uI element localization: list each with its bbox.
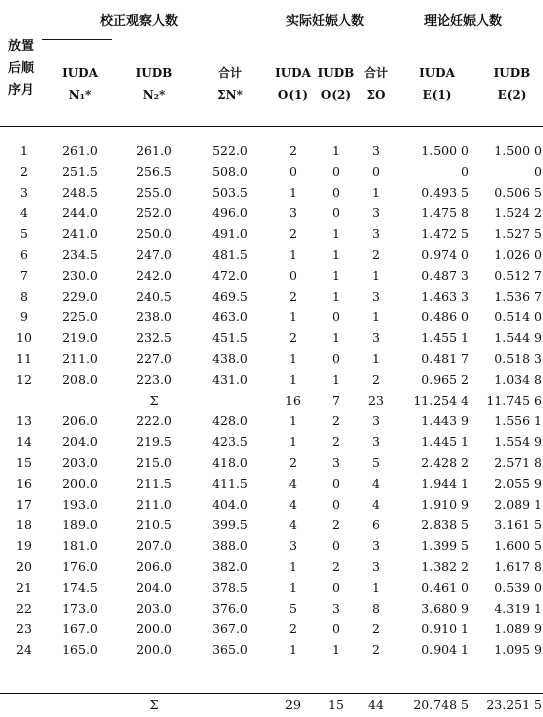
table-cell: 4 bbox=[20, 205, 28, 221]
table-cell: 176.0 bbox=[62, 559, 98, 574]
table-cell: 200.0 bbox=[136, 642, 172, 658]
table-cell: 22 bbox=[16, 600, 32, 616]
table-cell: 1 bbox=[289, 434, 297, 450]
table-cell: 206.0 bbox=[136, 559, 172, 574]
table-cell: 5 bbox=[372, 455, 380, 470]
column-header-line2: O(2) bbox=[320, 88, 352, 102]
table-cell: 1 bbox=[289, 351, 297, 366]
table-cell: 1.455 1 bbox=[421, 330, 469, 346]
table-cell: 0 bbox=[332, 351, 340, 366]
table-cell: 2.428 2 bbox=[421, 455, 469, 470]
table-cell: 4 bbox=[289, 496, 297, 512]
table-cell: 232.5 bbox=[136, 330, 172, 346]
table-cell: 17 bbox=[16, 496, 32, 512]
header-rule bbox=[42, 39, 112, 40]
table-cell: 10 bbox=[16, 330, 32, 346]
column-header-line2: N₁* bbox=[68, 88, 92, 102]
table-cell: 1 bbox=[289, 184, 297, 200]
table-cell: 256.5 bbox=[136, 163, 172, 179]
table-cell: 1.399 5 bbox=[421, 538, 469, 554]
table-cell: 0 bbox=[372, 163, 380, 179]
table-cell: 0 bbox=[332, 184, 340, 200]
table-cell: 3 bbox=[372, 205, 380, 221]
table-cell: 3 bbox=[332, 455, 340, 470]
table-cell: 242.0 bbox=[136, 267, 172, 283]
table-cell: 0.904 1 bbox=[421, 642, 469, 658]
table-cell: 3 bbox=[332, 600, 340, 616]
table-cell: 0 bbox=[461, 163, 469, 179]
table-cell: 0.539 0 bbox=[494, 579, 542, 595]
table-cell: 2 bbox=[289, 330, 297, 346]
table-cell: 378.5 bbox=[212, 579, 248, 595]
table-cell: 1.554 9 bbox=[494, 434, 542, 450]
table-cell: 1 bbox=[332, 642, 340, 658]
table-cell: 219.0 bbox=[62, 330, 98, 346]
table-cell: 1.382 2 bbox=[421, 559, 469, 574]
table-cell: 6 bbox=[372, 517, 380, 533]
table-cell: 0 bbox=[332, 496, 340, 512]
table-cell: 2 bbox=[289, 621, 297, 637]
table-cell: 0.461 0 bbox=[421, 579, 469, 595]
column-header-line1: IUDB bbox=[493, 66, 531, 80]
table-cell: 0 bbox=[534, 163, 542, 179]
table-cell: 2 bbox=[372, 642, 380, 658]
table-cell: 11 bbox=[16, 351, 32, 366]
table-cell: 204.0 bbox=[136, 579, 172, 595]
table-cell: 0 bbox=[332, 621, 340, 637]
table-cell: 222.0 bbox=[136, 413, 172, 429]
table-cell: 244.0 bbox=[62, 205, 98, 221]
table-cell: 24 bbox=[16, 642, 32, 658]
table-cell: 469.5 bbox=[212, 288, 248, 304]
table-cell: 7 bbox=[20, 267, 28, 283]
table-cell: 0.493 5 bbox=[421, 184, 469, 200]
table-cell: 15 bbox=[328, 697, 344, 712]
table-cell: 23 bbox=[368, 392, 384, 408]
column-header-line2: N₂* bbox=[142, 88, 166, 102]
column-header-line1: IUDA bbox=[419, 66, 455, 80]
table-cell: 240.5 bbox=[136, 288, 172, 304]
table-cell: 1.536 7 bbox=[494, 288, 542, 304]
table-cell: 2 bbox=[20, 163, 28, 179]
table-cell: 451.5 bbox=[212, 330, 248, 346]
column-header bbox=[341, 62, 411, 106]
table-cell: 4.319 1 bbox=[494, 600, 542, 616]
table-cell: 438.0 bbox=[212, 351, 248, 366]
table-cell: 1 bbox=[289, 642, 297, 658]
table-cell: 204.0 bbox=[62, 434, 98, 450]
table-cell: Σ bbox=[149, 697, 159, 712]
table-cell: 3 bbox=[372, 330, 380, 346]
table-cell: 1 bbox=[289, 247, 297, 262]
table-cell: 428.0 bbox=[212, 413, 248, 429]
table-cell: 9 bbox=[20, 309, 28, 325]
table-cell: 4 bbox=[372, 496, 380, 512]
table-cell: 14 bbox=[16, 434, 32, 450]
table-cell: 496.0 bbox=[212, 205, 248, 221]
table-cell: 44 bbox=[368, 697, 384, 712]
table-cell: 3 bbox=[289, 538, 297, 554]
table-cell: 1 bbox=[372, 351, 380, 366]
table-cell: 3 bbox=[20, 184, 28, 200]
table-cell: 1 bbox=[289, 413, 297, 429]
table-cell: 1.617 8 bbox=[494, 559, 542, 574]
table-cell: 3.161 5 bbox=[494, 517, 542, 533]
table-cell: 13 bbox=[16, 413, 32, 429]
table-cell: 1 bbox=[372, 184, 380, 200]
table-cell: 211.5 bbox=[136, 475, 172, 491]
column-header bbox=[402, 62, 472, 106]
table-cell: 203.0 bbox=[136, 600, 172, 616]
column-header bbox=[119, 62, 189, 106]
table-cell: 1 bbox=[332, 371, 340, 387]
table-cell: 1.034 8 bbox=[494, 371, 542, 387]
table-cell: 23 bbox=[16, 621, 32, 637]
table-cell: 229.0 bbox=[62, 288, 98, 304]
table-cell: 1.475 8 bbox=[421, 205, 469, 221]
table-cell: 238.0 bbox=[136, 309, 172, 325]
table-cell: 1.944 1 bbox=[421, 475, 469, 491]
column-header-line1: 合计 bbox=[363, 66, 388, 80]
table-cell: 200.0 bbox=[136, 621, 172, 637]
table-cell: 1.910 9 bbox=[421, 496, 469, 512]
table-cell: 4 bbox=[289, 475, 297, 491]
table-cell: 6 bbox=[20, 247, 28, 262]
column-header-line2: O(1) bbox=[277, 88, 309, 102]
table-cell: 8 bbox=[372, 600, 380, 616]
table-cell: 0.910 1 bbox=[421, 621, 469, 637]
table-cell: 508.0 bbox=[212, 163, 248, 179]
table-cell: 7 bbox=[332, 392, 340, 408]
group-header-theoretical: 理论妊娠人数 bbox=[424, 14, 503, 29]
table-cell: 481.5 bbox=[212, 247, 248, 262]
table-cell: 0 bbox=[332, 205, 340, 221]
table-cell: 4 bbox=[289, 517, 297, 533]
table-cell: 11.745 6 bbox=[486, 392, 542, 408]
table-cell: 252.0 bbox=[136, 205, 172, 221]
table-cell: 1 bbox=[332, 247, 340, 262]
table-cell: 2 bbox=[332, 413, 340, 429]
table-cell: 2 bbox=[332, 434, 340, 450]
table-cell: 2.055 9 bbox=[494, 475, 542, 491]
table-cell: 1 bbox=[332, 288, 340, 304]
table-cell: 4 bbox=[372, 475, 380, 491]
table-cell: 1.445 1 bbox=[421, 434, 469, 450]
table-cell: 0.481 7 bbox=[421, 351, 469, 366]
column-header-line1: IUDB bbox=[317, 66, 355, 80]
table-cell: 225.0 bbox=[62, 309, 98, 325]
table-cell: 2.089 1 bbox=[494, 496, 542, 512]
table-cell: 173.0 bbox=[62, 600, 98, 616]
table-cell: 3 bbox=[372, 538, 380, 554]
column-header-line2: ΣO bbox=[366, 88, 386, 102]
table-cell: 20 bbox=[16, 559, 32, 574]
table-cell: 0.512 7 bbox=[494, 267, 542, 283]
table-cell: 200.0 bbox=[62, 475, 98, 491]
table-cell: 241.0 bbox=[62, 226, 98, 242]
table-cell: 1 bbox=[20, 143, 28, 158]
table-cell: 1 bbox=[332, 330, 340, 346]
table-cell: 3 bbox=[372, 413, 380, 429]
table-cell: 1.500 0 bbox=[421, 143, 469, 158]
table-cell: 23.251 5 bbox=[486, 697, 542, 712]
table-cell: 2 bbox=[332, 517, 340, 533]
table-cell: 463.0 bbox=[212, 309, 248, 325]
column-header-line2: ΣN* bbox=[217, 88, 243, 102]
table-cell: 404.0 bbox=[212, 496, 248, 512]
table-cell: 382.0 bbox=[212, 559, 248, 574]
table-cell: 234.5 bbox=[62, 247, 98, 262]
table-cell: 3.680 9 bbox=[421, 600, 469, 616]
table-cell: 0 bbox=[332, 538, 340, 554]
table-cell: 255.0 bbox=[136, 184, 172, 200]
table-cell: 16 bbox=[16, 475, 32, 491]
table-cell: 207.0 bbox=[136, 538, 172, 554]
table-cell: 210.5 bbox=[136, 517, 172, 533]
table-cell: 1 bbox=[332, 226, 340, 242]
column-header bbox=[45, 62, 115, 106]
table-cell: 2 bbox=[372, 621, 380, 637]
table-cell: 388.0 bbox=[212, 538, 248, 554]
column-header-line2: E(1) bbox=[422, 88, 452, 102]
table-cell: 1 bbox=[372, 267, 380, 283]
table-cell: 0 bbox=[332, 475, 340, 491]
column-header-line1: IUDB bbox=[135, 66, 173, 80]
total-top-rule bbox=[0, 693, 543, 694]
table-cell: 1.463 3 bbox=[421, 288, 469, 304]
table-cell: 1.443 9 bbox=[421, 413, 469, 429]
table-cell: 206.0 bbox=[62, 413, 98, 429]
group-header-corrected: 校正观察人数 bbox=[100, 14, 179, 29]
table-cell: 203.0 bbox=[62, 455, 98, 470]
table-cell: 0.965 2 bbox=[421, 371, 469, 387]
table-cell: 250.0 bbox=[136, 226, 172, 242]
table-cell: 411.5 bbox=[212, 475, 248, 491]
column-header-line1: 合计 bbox=[217, 66, 242, 80]
table-cell: 181.0 bbox=[62, 538, 98, 554]
table-cell: 1.544 9 bbox=[494, 330, 542, 346]
table-cell: 193.0 bbox=[62, 496, 98, 512]
table-cell: 1.527 5 bbox=[494, 226, 542, 242]
table-cell: 418.0 bbox=[212, 455, 248, 470]
table-cell: 399.5 bbox=[212, 517, 248, 533]
table-cell: 3 bbox=[372, 143, 380, 158]
table-cell: 1 bbox=[372, 309, 380, 325]
table-cell: 1 bbox=[289, 371, 297, 387]
table-cell: 367.0 bbox=[212, 621, 248, 637]
table-cell: 248.5 bbox=[62, 184, 98, 200]
table-cell: Σ bbox=[149, 392, 159, 408]
table-cell: 2.571 8 bbox=[494, 455, 542, 470]
table-cell: 12 bbox=[16, 371, 32, 387]
table-cell: 211.0 bbox=[62, 351, 98, 366]
table-cell: 19 bbox=[16, 538, 32, 554]
table-cell: 0 bbox=[289, 163, 297, 179]
column-header-line1: IUDA bbox=[62, 66, 98, 80]
table-cell: 0.514 0 bbox=[494, 309, 542, 325]
row-header bbox=[8, 36, 34, 102]
table-cell: 1.472 5 bbox=[421, 226, 469, 242]
row-header-line: 序月 bbox=[8, 83, 35, 98]
table-cell: 3 bbox=[372, 288, 380, 304]
table-cell: 1.089 9 bbox=[494, 621, 542, 637]
table-cell: 1 bbox=[372, 579, 380, 595]
table-cell: 431.0 bbox=[212, 371, 248, 387]
table-cell: 3 bbox=[372, 559, 380, 574]
table-cell: 247.0 bbox=[136, 247, 172, 262]
table-cell: 227.0 bbox=[136, 351, 172, 366]
table-cell: 2.838 5 bbox=[421, 517, 469, 533]
table-cell: 5 bbox=[289, 600, 297, 616]
table-cell: 261.0 bbox=[62, 143, 98, 158]
table-cell: 522.0 bbox=[212, 143, 248, 158]
table-cell: 1 bbox=[289, 559, 297, 574]
table-cell: 1.524 2 bbox=[494, 205, 542, 221]
table-cell: 0.518 3 bbox=[494, 351, 542, 366]
table-cell: 423.5 bbox=[212, 434, 248, 450]
table-cell: 376.0 bbox=[212, 600, 248, 616]
table-cell: 2 bbox=[289, 143, 297, 158]
table-cell: 491.0 bbox=[212, 226, 248, 242]
column-header bbox=[477, 62, 543, 106]
table-cell: 18 bbox=[16, 517, 32, 533]
table-cell: 5 bbox=[20, 226, 28, 242]
table-cell: 15 bbox=[16, 455, 32, 470]
table-cell: 0 bbox=[289, 267, 297, 283]
table-cell: 1 bbox=[289, 579, 297, 595]
table-cell: 2 bbox=[289, 455, 297, 470]
table-cell: 223.0 bbox=[136, 371, 172, 387]
table-cell: 230.0 bbox=[62, 267, 98, 283]
table-cell: 503.5 bbox=[212, 184, 248, 200]
table-cell: 165.0 bbox=[62, 642, 98, 658]
table-cell: 16 bbox=[285, 392, 301, 408]
table-cell: 0 bbox=[332, 309, 340, 325]
table-cell: 1 bbox=[289, 309, 297, 325]
table-cell: 0.487 3 bbox=[421, 267, 469, 283]
row-header-line: 放置 bbox=[8, 39, 35, 54]
table-cell: 1.095 9 bbox=[494, 642, 542, 658]
table-cell: 211.0 bbox=[136, 496, 172, 512]
table-cell: 2 bbox=[289, 288, 297, 304]
table-cell: 1.500 0 bbox=[494, 143, 542, 158]
table-cell: 261.0 bbox=[136, 143, 172, 158]
table-cell: 2 bbox=[372, 371, 380, 387]
table-cell: 0.974 0 bbox=[421, 247, 469, 262]
row-header-line: 后顺 bbox=[8, 61, 35, 76]
table-cell: 219.5 bbox=[136, 434, 172, 450]
group-header-actual: 实际妊娠人数 bbox=[286, 14, 365, 29]
table-cell: 189.0 bbox=[62, 517, 98, 533]
table-cell: 3 bbox=[289, 205, 297, 221]
table-cell: 1.026 0 bbox=[494, 247, 542, 262]
table-cell: 1 bbox=[332, 143, 340, 158]
table-cell: 0.506 5 bbox=[494, 184, 542, 200]
table-cell: 20.748 5 bbox=[413, 697, 469, 712]
table-cell: 3 bbox=[372, 226, 380, 242]
table-cell: 2 bbox=[372, 247, 380, 262]
table-cell: 251.5 bbox=[62, 163, 98, 179]
table-cell: 215.0 bbox=[136, 455, 172, 470]
table-cell: 3 bbox=[372, 434, 380, 450]
table-cell: 29 bbox=[285, 697, 301, 712]
table-cell: 0.486 0 bbox=[421, 309, 469, 325]
table-cell: 1.556 1 bbox=[494, 413, 542, 429]
table-cell: 8 bbox=[20, 288, 28, 304]
table-cell: 11.254 4 bbox=[413, 392, 469, 408]
column-header bbox=[195, 62, 265, 106]
table-cell: 0 bbox=[332, 579, 340, 595]
table-cell: 174.5 bbox=[62, 579, 98, 595]
table-cell: 365.0 bbox=[212, 642, 248, 658]
table-cell: 0 bbox=[332, 163, 340, 179]
header-bottom-rule bbox=[0, 126, 543, 127]
table-cell: 1.600 5 bbox=[494, 538, 542, 554]
table-cell: 167.0 bbox=[62, 621, 98, 637]
table-cell: 2 bbox=[332, 559, 340, 574]
table-cell: 2 bbox=[289, 226, 297, 242]
table-cell: 1 bbox=[332, 267, 340, 283]
table-cell: 21 bbox=[16, 579, 32, 595]
column-header-line1: IUDA bbox=[275, 66, 311, 80]
table-cell: 472.0 bbox=[212, 267, 248, 283]
column-header-line2: E(2) bbox=[497, 88, 527, 102]
table-cell: 208.0 bbox=[62, 371, 98, 387]
